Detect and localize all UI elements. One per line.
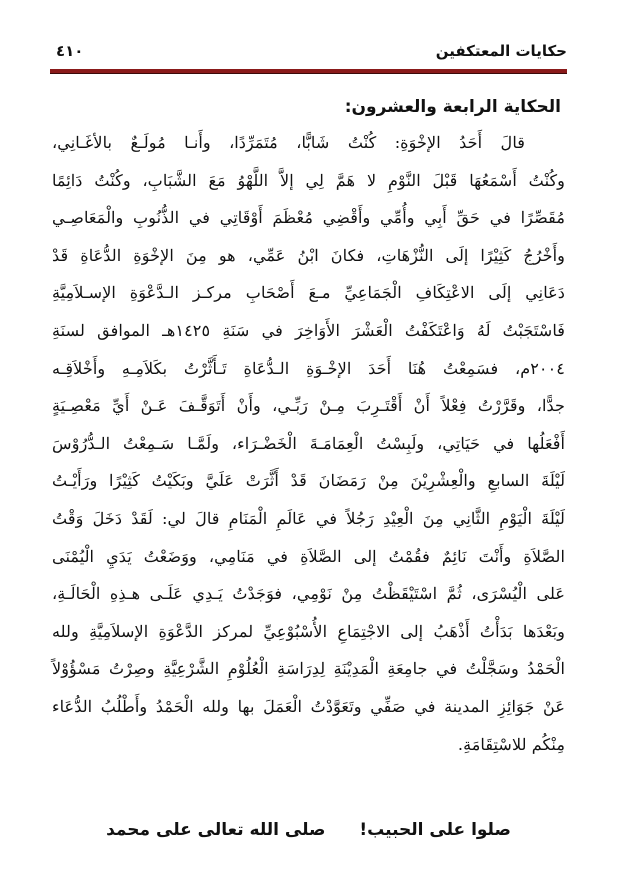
book-title: حكايات المعتكفين xyxy=(435,42,567,60)
story-line: الصَّلاَةِ وأَنْتَ نَائِمٌ فقُمْتُ إلى الصَّلاَةِ في مَنَامِي، ووَضَعْتُ يَدَيِ الْيُمْنَى xyxy=(52,546,565,566)
story-line: فَاسْتَجَبْتُ لَهُ وَاعْتَكَفْتُ الْعَشْرَ الأَوَاخِرَ في سَنَةِ ١٤٢٥هـ الموافق لسنَةِ xyxy=(52,320,565,340)
story-line: وكُنْتُ أَسْمَعُهَا قَبْلَ النَّوْمِ لا هَمَّ لِي إلاَّ اللَّهْوُ مَعَ الشَّبَابِ، وكُنْتُ دَائِمًا xyxy=(52,170,565,190)
story-line: جدًّا، وقَرَّرْتُ فِعْلاً أَنْ أَقْتَـرِبَ مِـنْ رَبِّـي، وأَنْ أَتَوَقَّـفَ عَـنْ أَيِّ مَعْصِـيَةٍ xyxy=(52,396,565,416)
story-line: مُقَصِّرًا في حَقِّ أَبِي وأُمِّي وأَقْضِي مُعْظَمَ أَوْقَاتِي في الذُّنُوبِ والْمَعَاصِـي xyxy=(52,208,565,228)
story-line: لَيْلَةَ السابعِ والْعِشْرِيْنَ مِنْ رَمَضَانَ قَدْ أَثَّرَتْ عَلَيَّ وبَكَيْتُ كَثِيْرًا ورَأَيْـتُ xyxy=(52,471,565,491)
story-line: وأَخْرُجُ كَثِيْرًا إلَى النُّزْهَاتِ، فكانَ ابْنُ عَمِّي، هو مِنَ الإخْوَةِ الدُّعَاةِ قَدْ xyxy=(52,245,565,265)
footer-phrase-salawat: صلوا على الحبيب! xyxy=(359,820,511,840)
page-number: ٤١٠ xyxy=(56,42,84,60)
story-line: ٢٠٠٤م، فسَمِعْتُ هُنَا أَحَدَ الإخْـوَةِ الـدُّعَاةِ تَـأَثَّرْتُ بكَلاَمِـهِ وأَخْلاَقِـه xyxy=(52,358,565,378)
story-line: قالَ أَحَدُ الإخْوَةِ: كُنْتُ شَابًّا، مُتَمَرِّدًا، وأَنـا مُولَـعٌ بالأغَـانِي، xyxy=(52,133,525,152)
story-body xyxy=(52,92,565,763)
story-line: أَفْعَلُها في حَيَاتِي، ولَبِسْتُ الْعِمَامَـةَ الْخَضْـرَاء، ولَمَّـا سَـمِعْتُ الـدُّرُوْسَ xyxy=(52,433,565,453)
story-line: دَعَانِي إلَى الاعْتِكَافِ الْجَمَاعِيِّ مـعَ أَصْحَابِ مركـز الـدَّعْوَةِ الإسـلاَمِيَّةِ xyxy=(52,283,565,303)
page-footer xyxy=(52,820,565,840)
story-line: لَيْلَةَ الْيَوْمِ الثَّانِي مِنَ الْعِيْدِ رَجُلاً في عَالَمِ الْمَنَامِ قالَ لي: لَقَدْ دَخَلَ وَقْتُ xyxy=(52,508,565,528)
page-header xyxy=(50,38,567,68)
header-divider xyxy=(50,69,567,74)
story-line: وبَعْدَها بَدَأْتُ أَذْهَبُ إلى الاجْتِمَاعِ الأُسْبُوْعِيِّ لمركز الدَّعْوَةِ الإسلاَمِيَّةِ ولله xyxy=(52,621,565,641)
story-line: الْحَمْدُ وسَجَّلْتُ في جامِعَةِ الْمَدِيْنَةِ لِدِرَاسَةِ الْعُلُوْمِ الشَّرْعِيَّةِ وصِرْتُ مَسْؤُوْلاً xyxy=(52,659,565,679)
story-line: مِنْكُم للاسْتِقَامَةِ. xyxy=(457,734,565,754)
story-line: عَنْ جَوَائِزِ المدينة في صَفِّي وتَعَوَّدْتُ الْعَمَلَ بها ولله الْحَمْدُ وأَطْلُبُ الدُّعَاء xyxy=(52,696,565,716)
story-line: عَلى الْيُسْرَى، ثُمَّ اسْتَيْقَظْتُ مِنْ نَوْمِي، فوَجَدْتُ يَـدِي عَلَـى هـذِهِ الْحَالَـةِ، xyxy=(52,584,565,604)
story-title: الحكاية الرابعة والعشرون: xyxy=(344,97,561,117)
footer-phrase-blessing: صلى الله تعالى على محمد xyxy=(106,820,326,840)
